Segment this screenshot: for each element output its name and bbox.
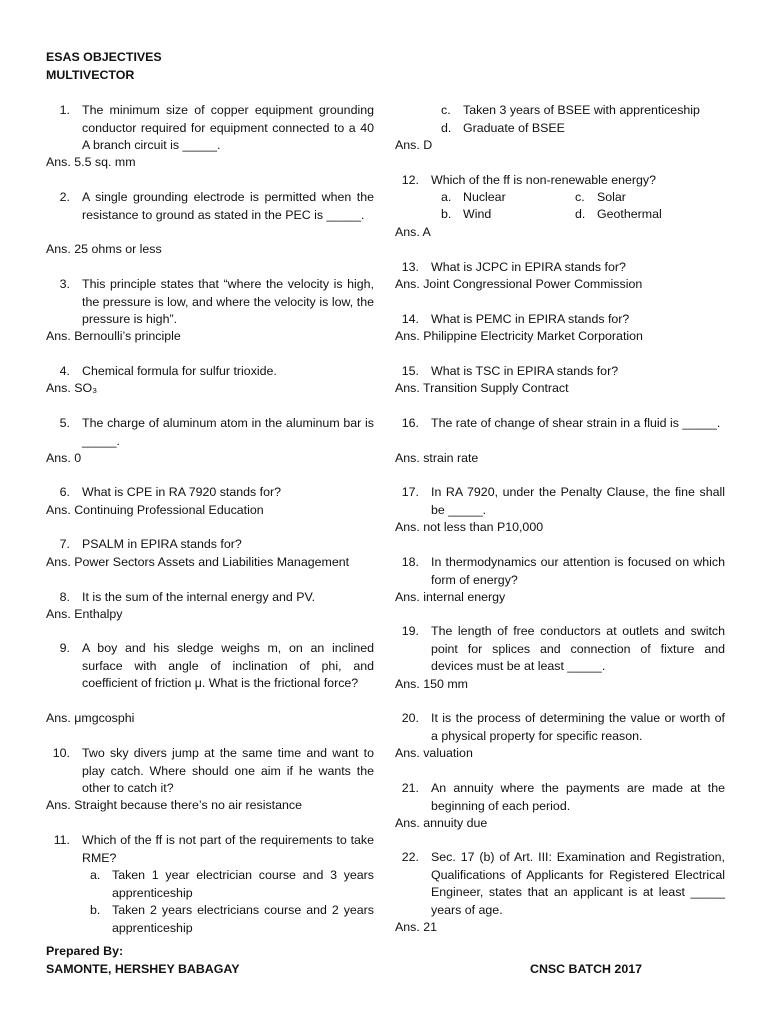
question-text: An annuity where the payments are made at the beginning of each period. [431,781,725,813]
question-20 [395,710,725,745]
question-text: PSALM in EPIRA stands for? [82,537,242,551]
answer-11: Ans. D [395,138,433,152]
answer-4: Ans. SO₃ [46,381,98,395]
question-text: The rate of change of shear strain in a fluid is _____. [431,416,721,430]
question-number: 5. [59,416,70,430]
question-3 [46,276,374,329]
answer-13: Ans. Joint Congressional Power Commission [395,277,643,291]
question-number: 7. [59,537,70,551]
question-8 [46,589,374,607]
question-16 [395,415,725,433]
question-6 [46,484,374,502]
option-letter: d. [575,207,586,221]
answer-17: Ans. not less than P10,000 [395,520,544,534]
question-text: A boy and his sledge weighs m, on an inclined surface with angle of inclination of phi, and coefficient of friction μ. What is the frictional force? [82,641,374,690]
question-15 [395,363,725,381]
question-number: 21. [401,781,419,795]
question-number: 9. [59,641,70,655]
q11-option-c [441,102,725,120]
option-text: Graduate of BSEE [463,121,565,135]
option-letter: b. [90,903,101,917]
question-number: 14. [401,312,419,326]
question-number: 4. [59,364,70,378]
q11-option-d [441,120,725,138]
question-number: 15. [401,364,419,378]
answer-15: Ans. Transition Supply Contract [395,381,569,395]
question-number: 20. [401,711,419,725]
question-text: A single grounding electrode is permitted when the resistance to ground as stated in the PEC is _____. [82,190,374,222]
answer-3: Ans. Bernoulli’s principle [46,329,181,343]
answer-19: Ans. 150 mm [395,677,468,691]
q12-option-b [441,206,491,224]
question-number: 19. [401,624,419,638]
option-letter: c. [441,103,451,117]
question-number: 11. [53,833,70,847]
question-text: In thermodynamics our attention is focused on which form of energy? [431,555,725,587]
answer-9: Ans. μmgcosphi [46,711,135,725]
question-14 [395,311,725,329]
option-text: Taken 1 year electrician course and 3 years apprenticeship [112,868,374,900]
question-text: The minimum size of copper equipment grounding conductor required for equipment connected to a 40 A branch circuit is _____. [82,103,374,152]
question-10 [46,745,374,798]
question-1 [46,102,374,155]
question-text: This principle states that “where the velocity is high, the pressure is low, and where the velocity is low, the pressure is high”. [82,277,374,326]
batch-label: CNSC BATCH 2017 [530,962,642,976]
question-text: Two sky divers jump at the same time and want to play catch. Where should one aim if he wants the other to catch it? [82,746,374,795]
answer-12: Ans. A [395,225,431,239]
question-text: Chemical formula for sulfur trioxide. [82,364,277,378]
question-number: 8. [59,590,70,604]
question-18 [395,554,725,589]
answer-5: Ans. 0 [46,451,82,465]
question-number: 12. [401,173,419,187]
question-text: Which of the ff is not part of the requirements to take RME? [82,833,374,865]
option-letter: b. [441,207,452,221]
option-text: Solar [597,190,626,204]
option-letter: c. [575,190,585,204]
question-number: 2. [59,190,70,204]
answer-20: Ans. valuation [395,746,473,760]
prepared-by-label: Prepared By: [46,944,124,958]
question-text: What is TSC in EPIRA stands for? [431,364,619,378]
option-letter: a. [90,868,101,882]
question-21 [395,780,725,815]
option-text: Wind [463,207,492,221]
answer-1: Ans. 5.5 sq. mm [46,155,136,169]
question-number: 18. [401,555,419,569]
question-text: What is PEMC in EPIRA stands for? [431,312,630,326]
question-7 [46,536,374,554]
option-letter: a. [441,190,452,204]
question-text: In RA 7920, under the Penalty Clause, the fine shall be _____. [431,485,725,517]
answer-21: Ans. annuity due [395,816,488,830]
question-9 [46,640,374,693]
option-text: Taken 3 years of BSEE with apprenticeship [463,103,700,117]
question-text: Sec. 17 (b) of Art. III: Examination and Registration, Qualifications of Applicants for Registered Electrical Engineer, states that an applicant is at least _____ years of age. [431,850,725,917]
option-text: Geothermal [597,207,662,221]
author-name: SAMONTE, HERSHEY BABAGAY [46,962,240,976]
question-19 [395,623,725,676]
question-2 [46,189,374,224]
question-text: Which of the ff is non-renewable energy? [431,173,656,187]
question-number: 3. [59,277,70,291]
answer-7: Ans. Power Sectors Assets and Liabilities Management [46,555,350,569]
question-text: What is JCPC in EPIRA stands for? [431,260,626,274]
option-text: Taken 2 years electricians course and 2 years apprenticeship [112,903,374,935]
question-number: 13. [401,260,419,274]
q12-option-c [575,189,626,207]
question-number: 17. [401,485,419,499]
question-text: What is CPE in RA 7920 stands for? [82,485,282,499]
answer-2: Ans. 25 ohms or less [46,242,162,256]
question-number: 16. [401,416,419,430]
option-letter: d. [441,121,452,135]
question-5 [46,415,374,450]
question-13 [395,259,725,277]
question-number: 10. [52,746,70,760]
question-number: 1. [59,103,70,117]
q11-option-b [90,902,374,937]
question-number: 22. [401,850,419,864]
question-text: The charge of aluminum atom in the aluminum bar is _____. [82,416,374,448]
q12-option-d [575,206,662,224]
question-number: 6. [59,485,70,499]
question-4 [46,363,374,381]
answer-16: Ans. strain rate [395,451,479,465]
question-22 [395,849,725,919]
document-title: ESAS OBJECTIVES [46,50,162,64]
answer-8: Ans. Enthalpy [46,607,123,621]
answer-6: Ans. Continuing Professional Education [46,503,264,517]
option-text: Nuclear [463,190,506,204]
q11-option-a [90,867,374,902]
question-12 [395,172,725,190]
answer-14: Ans. Philippine Electricity Market Corporation [395,329,643,343]
answer-22: Ans. 21 [395,920,438,934]
answer-10: Ans. Straight because there’s no air resistance [46,798,302,812]
question-text: The length of free conductors at outlets and switch point for splices and connection of fixture and devices must be at least _____. [431,624,725,673]
question-17 [395,484,725,519]
document-subtitle: MULTIVECTOR [46,68,135,82]
answer-18: Ans. internal energy [395,590,506,604]
question-text: It is the process of determining the value or worth of a physical property for specific reason. [431,711,725,743]
question-text: It is the sum of the internal energy and PV. [82,590,316,604]
q12-option-a [441,189,506,207]
question-11 [46,832,374,867]
